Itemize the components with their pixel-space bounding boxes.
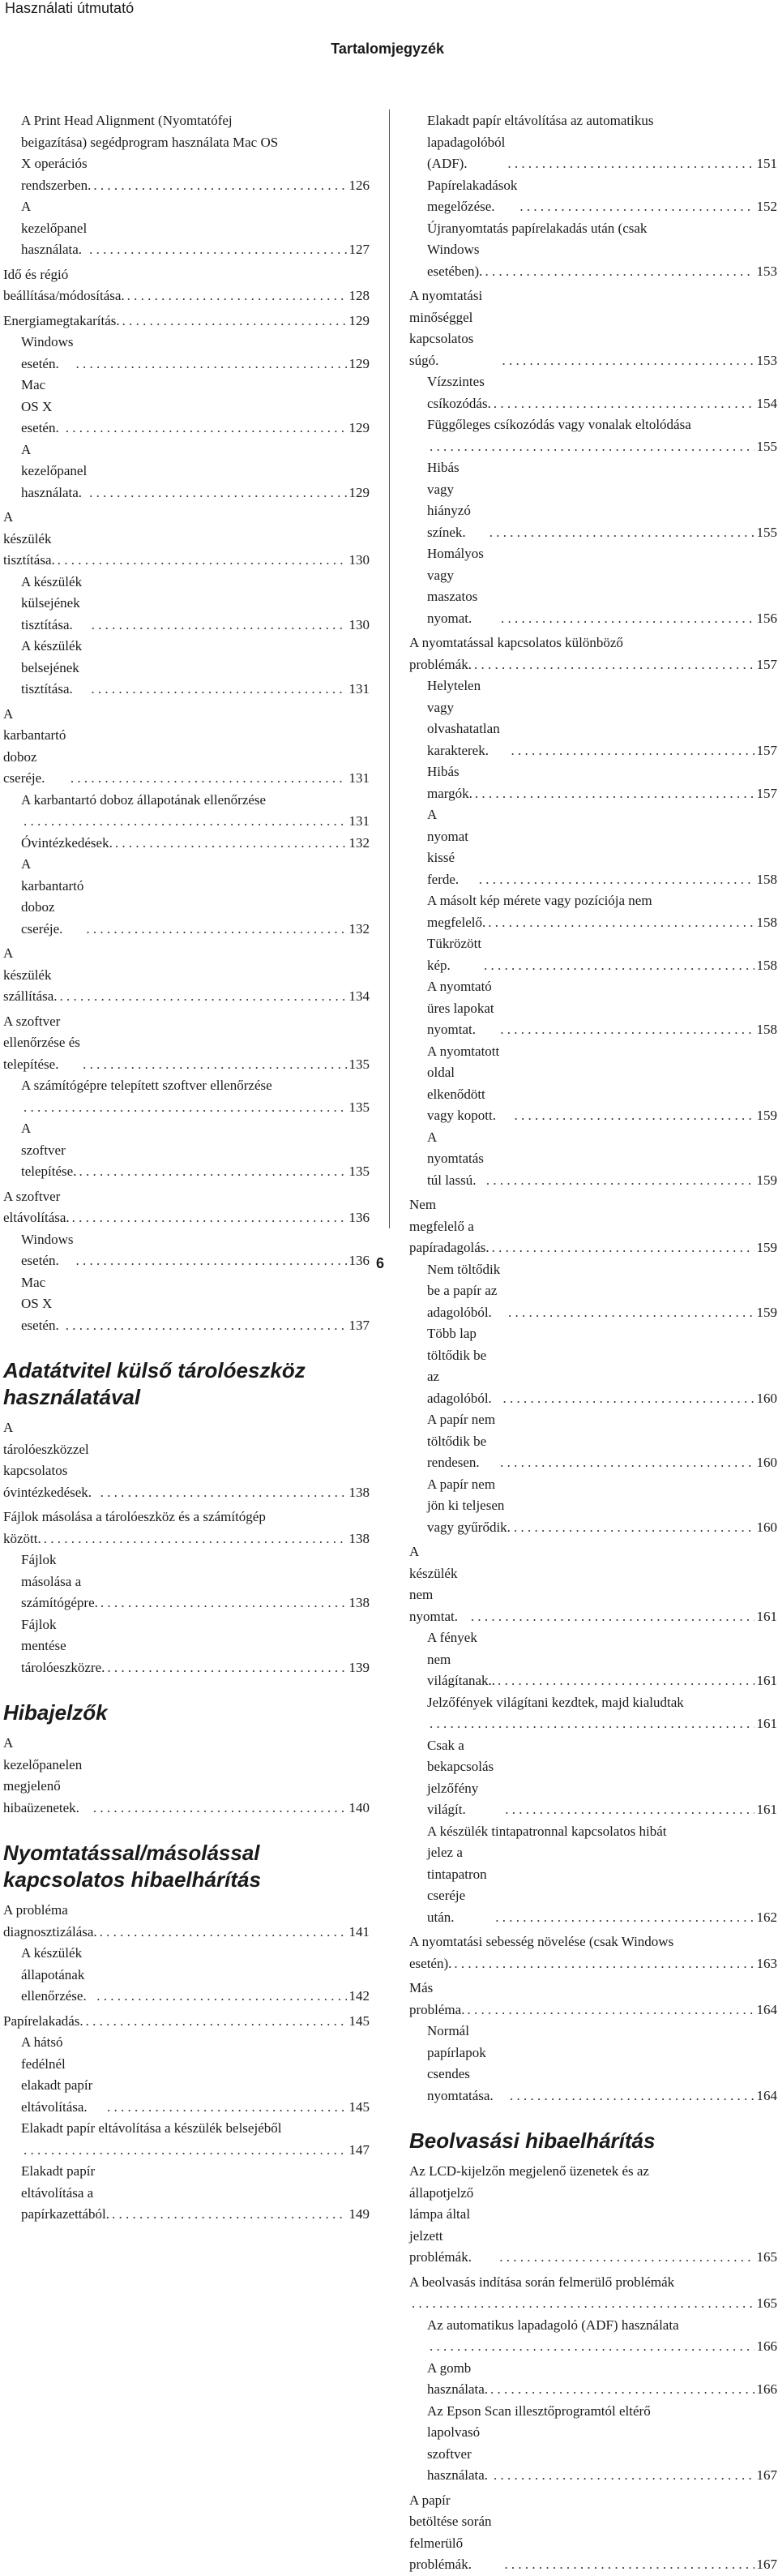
- toc-page-number: 149: [348, 2206, 370, 2222]
- toc-entry-text: Fájlok másolása a tárolóeszköz és a számítógép: [3, 1509, 266, 1524]
- toc-page-number: 131: [348, 770, 370, 786]
- dot-leader: [24, 811, 347, 833]
- running-header-title: Használati útmutató: [5, 0, 135, 16]
- toc-page-number: 159: [756, 1304, 777, 1320]
- toc-page-number: 129: [348, 484, 370, 500]
- toc-page-number: 160: [756, 1390, 777, 1406]
- toc-entry[interactable]: [3, 833, 370, 855]
- toc-entry-text: esetén).: [409, 1955, 452, 1971]
- toc-page-number: 167: [756, 2557, 777, 2572]
- toc-page-number: 153: [756, 352, 777, 368]
- toc-entry[interactable]: [3, 1943, 370, 2008]
- toc-entry-text: Windows esetében).: [427, 242, 483, 279]
- toc-entry-text: lapolvasó szoftver használata.: [427, 2424, 489, 2483]
- toc-page-number: 159: [756, 1240, 777, 1255]
- toc-page-number: 156: [756, 610, 777, 626]
- toc-page-number: 145: [348, 2098, 370, 2115]
- toc-entry[interactable]: [3, 264, 370, 307]
- toc-entry[interactable]: [3, 1900, 370, 1943]
- toc-page-number: 151: [756, 156, 777, 171]
- toc-entry[interactable]: [3, 196, 370, 261]
- toc-entry-text: megfelelő.: [427, 914, 486, 930]
- toc-entry[interactable]: [3, 1011, 370, 1076]
- toc-entry-text: Az Epson Scan illesztőprogramtól eltérő: [427, 2402, 651, 2419]
- toc-entry[interactable]: [3, 790, 370, 833]
- toc-entry-text: A nyomat kissé ferde.: [427, 807, 468, 887]
- toc-page-number: 130: [348, 616, 370, 632]
- section-heading: Hibajelzők: [3, 1700, 108, 1725]
- dot-leader: [100, 1922, 347, 1944]
- toc-entry-text: Fájlok mentése tárolóeszközre.: [21, 1616, 105, 1675]
- toc-page-number: 166: [756, 2338, 777, 2354]
- toc-entry-text: A papír nem töltődik be rendesen.: [427, 1412, 496, 1470]
- dot-leader: [510, 2085, 754, 2107]
- toc-page-number: 138: [348, 1530, 370, 1546]
- toc-entry-text: Idő és régió beállítása/módosítása.: [3, 266, 125, 303]
- toc-entry[interactable]: [409, 218, 777, 283]
- dot-leader: [515, 1105, 754, 1127]
- toc-entry[interactable]: [409, 933, 777, 976]
- toc-entry-text: A karbantartó doboz állapotának ellenőrzése: [21, 791, 267, 808]
- toc-page-number: 160: [756, 1455, 777, 1470]
- toc-entry[interactable]: [409, 2315, 777, 2358]
- dot-leader: [72, 1207, 347, 1229]
- dot-leader: [60, 986, 347, 1008]
- toc-entry-text: Mac OS X esetén.: [21, 377, 59, 435]
- dot-leader: [484, 955, 754, 977]
- toc-entry-text: Papírelakadások megelőzése.: [427, 177, 518, 214]
- toc-entry[interactable]: [409, 1541, 777, 1627]
- toc-entry-text: A hátsó fedélnél elakadt papír eltávolítása.: [21, 2034, 93, 2115]
- toc-entry-text: A számítógépre telepített szoftver ellenőrzése: [21, 1078, 272, 1093]
- toc-entry[interactable]: [409, 1931, 777, 1974]
- toc-entry-text: Homályos vagy maszatos nyomat.: [427, 546, 484, 626]
- toc-entry[interactable]: [409, 804, 777, 890]
- toc-entry[interactable]: [3, 1272, 370, 1337]
- toc-entry[interactable]: [409, 1409, 777, 1474]
- toc-page-number: 126: [348, 177, 370, 193]
- toc-entry-text: A probléma diagnosztizálása.: [3, 1902, 97, 1940]
- toc-page-number: 159: [756, 1172, 777, 1188]
- toc-page-number: 132: [348, 834, 370, 851]
- toc-entry-text: jelez a tintapatron cseréje után.: [427, 1845, 487, 1925]
- toc-entry-text: Az automatikus lapadagoló (ADF) használata: [427, 2317, 679, 2333]
- toc-entry-text: Mac OS X esetén.: [21, 1274, 59, 1333]
- dot-leader: [454, 1953, 754, 1975]
- toc-entry-text: A nyomtatási minőséggel kapcsolatos súgó.: [409, 288, 483, 368]
- toc-right-column: [409, 110, 777, 2576]
- dot-leader: [71, 768, 347, 790]
- toc-entry-text: A karbantartó doboz cseréje.: [21, 856, 84, 937]
- toc-page-number: 152: [756, 199, 777, 214]
- toc-entry-text: Fájlok másolása a számítógépre.: [21, 1552, 98, 1610]
- toc-entry-text: A nyomtatással kapcsolatos különböző: [409, 635, 623, 650]
- toc-entry[interactable]: [3, 1614, 370, 1679]
- toc-entry[interactable]: [409, 890, 777, 933]
- toc-entry[interactable]: [3, 1075, 370, 1118]
- dot-leader: [92, 615, 347, 636]
- toc-entry-text: problémák.: [409, 656, 472, 672]
- toc-page-number: 165: [756, 2295, 777, 2311]
- toc-entry[interactable]: [3, 2011, 370, 2033]
- toc-entry-text: A nyomtatott oldal elkenődött vagy kopott.: [427, 1043, 500, 1123]
- toc-entry-text: Tükrözött kép.: [427, 936, 482, 973]
- dot-leader: [107, 2097, 346, 2119]
- dot-leader: [100, 1482, 347, 1504]
- toc-page-number: 157: [756, 656, 777, 672]
- dot-leader: [519, 196, 754, 218]
- dot-leader: [89, 482, 346, 504]
- toc-entry[interactable]: [409, 675, 777, 761]
- toc-page-number: 135: [348, 1099, 370, 1115]
- dot-leader: [122, 311, 347, 332]
- toc-page-number: 128: [348, 288, 370, 303]
- toc-entry[interactable]: [409, 1041, 777, 1127]
- dot-leader: [91, 679, 346, 701]
- toc-entry[interactable]: [3, 1186, 370, 1229]
- dot-leader: [96, 1986, 346, 2008]
- toc-entry[interactable]: [3, 1118, 370, 1183]
- toc-entry[interactable]: [409, 457, 777, 543]
- toc-entry[interactable]: [3, 572, 370, 636]
- dot-leader: [127, 285, 347, 307]
- dot-leader: [93, 1798, 347, 1819]
- toc-entry[interactable]: [3, 507, 370, 572]
- dot-leader: [430, 2336, 754, 2358]
- toc-entry[interactable]: [409, 1735, 777, 1821]
- toc-page-number: 158: [756, 1022, 777, 1037]
- dot-leader: [75, 354, 346, 375]
- toc-page-number: 131: [348, 681, 370, 697]
- toc-entry-text: A nyomtatási sebesség növelése (csak Windows: [409, 1934, 674, 1949]
- toc-entry[interactable]: [409, 1259, 777, 1324]
- toc-entry[interactable]: [3, 2032, 370, 2118]
- toc-page-number: 140: [348, 1799, 370, 1815]
- toc-page-number: 138: [348, 1484, 370, 1500]
- toc-page-number: 142: [348, 1988, 370, 2004]
- toc-entry-text: A másolt kép mérete vagy pozíciója nem: [427, 893, 652, 908]
- toc-entry[interactable]: [3, 439, 370, 504]
- toc-entry-text: Hibás margók.: [427, 764, 472, 801]
- dot-leader: [412, 2293, 754, 2315]
- dot-leader: [495, 1907, 754, 1929]
- toc-entry[interactable]: [3, 1507, 370, 1549]
- toc-entry[interactable]: [409, 1194, 777, 1259]
- dot-leader: [492, 1237, 754, 1259]
- toc-entry-text: A kezelőpanel használata.: [21, 199, 88, 257]
- toc-entry-text: Nem töltődik be a papír az adagolóból.: [427, 1261, 501, 1320]
- dot-leader: [100, 1592, 347, 1614]
- toc-page-number: 131: [348, 813, 370, 829]
- toc-entry[interactable]: [409, 2272, 777, 2315]
- toc-page-number: 167: [756, 2467, 777, 2483]
- toc-entry[interactable]: [3, 110, 370, 196]
- toc-page-number: 145: [348, 2012, 370, 2029]
- toc-page-number: 136: [348, 1210, 370, 1225]
- toc-entry-text: A kezelőpanelen megjelenő hibaüzenetek.: [3, 1735, 83, 1815]
- toc-entry-text: Függőleges csíkozódás vagy vonalak eltolódása: [427, 417, 691, 432]
- dot-leader: [485, 261, 754, 283]
- toc-entry[interactable]: [3, 2118, 370, 2161]
- toc-entry-text: Csak a bekapcsolás jelzőfény világít.: [427, 1737, 494, 1817]
- toc-entry-text: Windows esetén.: [21, 334, 74, 371]
- toc-entry[interactable]: [3, 1733, 370, 1819]
- toc-entry-text: X operációs rendszerben.: [21, 156, 92, 193]
- toc-entry-text: A beolvasás indítása során felmerülő problémák: [409, 2274, 675, 2290]
- toc-entry-text: Elakadt papír eltávolítása a papírkazettából.: [21, 2163, 110, 2222]
- dot-leader: [44, 1528, 347, 1550]
- toc-page-number: 158: [756, 957, 777, 973]
- section-heading: Nyomtatással/másolással kapcsolatos hibaelhárítás: [3, 1841, 261, 1892]
- toc-entry[interactable]: [409, 1627, 777, 1692]
- dot-leader: [75, 1250, 346, 1272]
- dot-leader: [488, 912, 754, 934]
- toc-entry-text: között.: [3, 1530, 41, 1546]
- toc-page-number: 129: [348, 312, 370, 328]
- toc-page-number: 164: [756, 2087, 777, 2103]
- toc-page-number: 135: [348, 1056, 370, 1072]
- dot-leader: [467, 2000, 754, 2021]
- toc-entry-text: Elakadt papír eltávolítása a készülék belsejéből: [21, 2120, 282, 2136]
- dot-leader: [58, 550, 347, 572]
- dot-leader: [508, 1302, 754, 1324]
- dot-leader: [24, 1097, 347, 1119]
- dot-leader: [107, 1657, 346, 1679]
- toc-entry[interactable]: [409, 285, 777, 371]
- dot-leader: [474, 654, 754, 676]
- dot-leader: [89, 239, 346, 261]
- toc-entry[interactable]: [3, 1549, 370, 1614]
- toc-entry[interactable]: [409, 1323, 777, 1409]
- toc-page-number: 141: [348, 1923, 370, 1940]
- toc-entry[interactable]: [409, 1821, 777, 1929]
- dot-leader: [479, 869, 754, 891]
- toc-entry[interactable]: [3, 311, 370, 332]
- dot-leader: [489, 522, 754, 544]
- toc-entry-text: Jelzőfények világítani kezdtek, majd kialudtak: [427, 1694, 684, 1710]
- toc-page-number: 134: [348, 988, 370, 1004]
- toc-entry-text: A szoftver eltávolítása.: [3, 1188, 70, 1225]
- toc-entry-text: A szoftver telepítése.: [21, 1121, 77, 1179]
- dot-leader: [507, 153, 754, 175]
- dot-leader: [499, 2247, 754, 2269]
- toc-page-number: 158: [756, 871, 777, 887]
- toc-entry[interactable]: [409, 2021, 777, 2107]
- dot-leader: [494, 393, 754, 415]
- dot-leader: [475, 783, 754, 805]
- toc-entry[interactable]: [409, 1692, 777, 1735]
- toc-page-number: 158: [756, 914, 777, 930]
- toc-page-number: 161: [756, 1716, 777, 1731]
- toc-page-number: 137: [348, 1317, 370, 1333]
- toc-page-number: 164: [756, 2001, 777, 2017]
- toc-entry-text: Normál papírlapok csendes nyomtatása.: [427, 2023, 494, 2103]
- dot-leader: [93, 175, 346, 197]
- section-heading: Adatátvitel külső tárolóeszköz használatával: [3, 1358, 306, 1409]
- toc-entry[interactable]: [409, 976, 777, 1041]
- toc-entry[interactable]: [409, 371, 777, 414]
- toc-entry[interactable]: [3, 2161, 370, 2226]
- dot-leader: [66, 1315, 347, 1337]
- toc-entry-text: Energiamegtakarítás.: [3, 312, 120, 328]
- toc-entry-text: A készülék tintapatronnal kapcsolatos hibát: [427, 1823, 667, 1839]
- toc-page-number: 127: [348, 242, 370, 257]
- dot-leader: [498, 1670, 754, 1692]
- toc-page-number: 155: [756, 524, 777, 540]
- toc-entry[interactable]: [409, 110, 777, 175]
- dot-leader: [430, 1713, 754, 1735]
- toc-entry[interactable]: [409, 632, 777, 675]
- toc-entry[interactable]: [409, 1474, 777, 1539]
- toc-page-number: 160: [756, 1519, 777, 1535]
- toc-entry-text: Elakadt papír eltávolítása az automatikus: [427, 113, 654, 128]
- dot-leader: [24, 2140, 347, 2162]
- dot-leader: [501, 608, 754, 630]
- toc-page-number: 138: [348, 1595, 370, 1610]
- toc-page-number: 163: [756, 1955, 777, 1971]
- dot-leader: [66, 418, 347, 439]
- toc-entry[interactable]: [409, 543, 777, 629]
- toc-page-number: 161: [756, 1608, 777, 1624]
- toc-page-number: 129: [348, 355, 370, 371]
- toc-entry[interactable]: [409, 1127, 777, 1192]
- toc-entry[interactable]: [409, 2401, 777, 2487]
- toc-entry-text: A fények nem világítanak..: [427, 1630, 496, 1688]
- toc-page-number: 147: [348, 2141, 370, 2158]
- toc-entry[interactable]: [3, 943, 370, 1008]
- toc-page-number: 165: [756, 2249, 777, 2265]
- toc-entry[interactable]: [3, 1417, 370, 1503]
- toc-entry-text: A Print Head Alignment (Nyomtatófej: [21, 113, 233, 128]
- toc-entry[interactable]: [409, 1978, 777, 2021]
- dot-leader: [490, 2379, 754, 2401]
- toc-entry-text: Újranyomtatás papírelakadás után (csak: [427, 220, 648, 236]
- toc-entry-text: Óvintézkedések.: [21, 834, 113, 851]
- toc-entry[interactable]: [409, 175, 777, 218]
- dot-leader: [500, 1452, 754, 1474]
- chapter-title: Tartalomjegyzék: [331, 41, 444, 57]
- toc-entry-text: A nyomtatás túl lassú.: [427, 1129, 484, 1188]
- dot-leader: [115, 833, 347, 855]
- dot-leader: [494, 2465, 754, 2487]
- toc-page-number: 162: [756, 1909, 777, 1925]
- toc-page-number: 166: [756, 2381, 777, 2397]
- dot-leader: [511, 740, 754, 762]
- toc-entry[interactable]: [409, 2358, 777, 2401]
- toc-page-number: 129: [348, 420, 370, 435]
- dot-leader: [83, 1054, 346, 1076]
- toc-entry-text: Hibás vagy hiányzó színek.: [427, 460, 471, 540]
- toc-entry-text: Több lap töltődik be az adagolóból.: [427, 1326, 492, 1406]
- toc-entry-text: A kezelőpanel használata.: [21, 441, 88, 500]
- toc-entry-text: A készülék tisztítása.: [3, 509, 55, 568]
- toc-entry-text: beigazítása) segédprogram használata Mac OS: [21, 134, 279, 150]
- toc-page-number: 135: [348, 1164, 370, 1179]
- toc-entry[interactable]: [409, 2161, 777, 2269]
- toc-entry[interactable]: [3, 704, 370, 790]
- dot-leader: [86, 2011, 347, 2033]
- toc-page-number: 153: [756, 263, 777, 279]
- toc-page-number: 161: [756, 1673, 777, 1688]
- toc-page-number: 154: [756, 395, 777, 411]
- toc-entry-text: Windows esetén.: [21, 1231, 74, 1268]
- toc-entry-text: Más probléma.: [409, 1980, 465, 2017]
- toc-page-number: 157: [756, 742, 777, 758]
- toc-page-number: 132: [348, 920, 370, 937]
- dot-leader: [504, 2554, 754, 2576]
- toc-entry-text: A készülék belsejének tisztítása.: [21, 638, 83, 697]
- dot-leader: [505, 1799, 754, 1821]
- toc-page-number: 136: [348, 1253, 370, 1268]
- toc-entry-text: A papír betöltése során felmerülő problémák.: [409, 2492, 492, 2572]
- column-divider: [389, 109, 390, 1228]
- toc-entry[interactable]: [409, 414, 777, 457]
- toc-entry-text: A készülék nem nyomtat.: [409, 1544, 458, 1624]
- toc-entry[interactable]: [3, 636, 370, 701]
- toc-page-number: 161: [756, 1802, 777, 1817]
- toc-entry-text: Vízszintes csíkozódás.: [427, 374, 491, 411]
- toc-entry-text: Helytelen vagy olvashatatlan karakterek.: [427, 678, 500, 758]
- dot-leader: [86, 919, 346, 941]
- toc-page-number: 130: [348, 552, 370, 568]
- toc-entry[interactable]: [3, 1229, 370, 1272]
- dot-leader: [471, 1606, 754, 1628]
- page-number: 6: [376, 1255, 385, 1271]
- toc-entry-text: A készülék külsejének tisztítása.: [21, 573, 83, 632]
- toc-entry-text: A gomb használata.: [427, 2360, 489, 2397]
- toc-entry[interactable]: [3, 375, 370, 439]
- toc-entry-text: A szoftver ellenőrzése és telepítése.: [3, 1013, 80, 1072]
- toc-entry-text: Nem megfelelő a papíradagolás.: [409, 1197, 489, 1255]
- toc-entry-text: A tárolóeszközzel kapcsolatos óvintézkedések.: [3, 1420, 92, 1500]
- dot-leader: [79, 1161, 346, 1183]
- toc-entry-text: A készülék állapotának ellenőrzése.: [21, 1945, 87, 2004]
- dot-leader: [514, 1517, 754, 1539]
- toc-entry[interactable]: [409, 2490, 777, 2576]
- toc-entry[interactable]: [409, 761, 777, 804]
- dot-leader: [112, 2204, 346, 2226]
- section-heading: Beolvasási hibaelhárítás: [409, 2128, 656, 2153]
- dot-leader: [500, 1019, 754, 1041]
- toc-page-number: 155: [756, 438, 777, 454]
- dot-leader: [430, 436, 754, 458]
- dot-leader: [502, 350, 754, 372]
- dot-leader: [502, 1388, 754, 1410]
- toc-entry-text: A nyomtató üres lapokat nyomtat.: [427, 979, 494, 1037]
- toc-entry-text: állapotjelző lámpa által jelzett problémák.: [409, 2184, 474, 2265]
- toc-entry-text: A készülék szállítása.: [3, 945, 58, 1004]
- toc-entry-text: A karbantartó doboz cseréje.: [3, 705, 66, 786]
- toc-page-number: 159: [756, 1108, 777, 1123]
- toc-page-number: 139: [348, 1659, 370, 1675]
- toc-entry-text: lapadagolóból (ADF).: [427, 134, 506, 171]
- toc-entry-text: Az LCD-kijelzőn megjelenő üzenetek és az: [409, 2163, 649, 2179]
- toc-entry-text: A papír nem jön ki teljesen vagy gyűrődik.: [427, 1476, 511, 1535]
- toc-entry[interactable]: [3, 332, 370, 375]
- toc-page-number: 157: [756, 785, 777, 801]
- toc-left-column: [3, 110, 370, 2226]
- toc-entry[interactable]: [3, 854, 370, 940]
- dot-leader: [486, 1170, 754, 1192]
- toc-entry-text: Papírelakadás.: [3, 2012, 83, 2029]
